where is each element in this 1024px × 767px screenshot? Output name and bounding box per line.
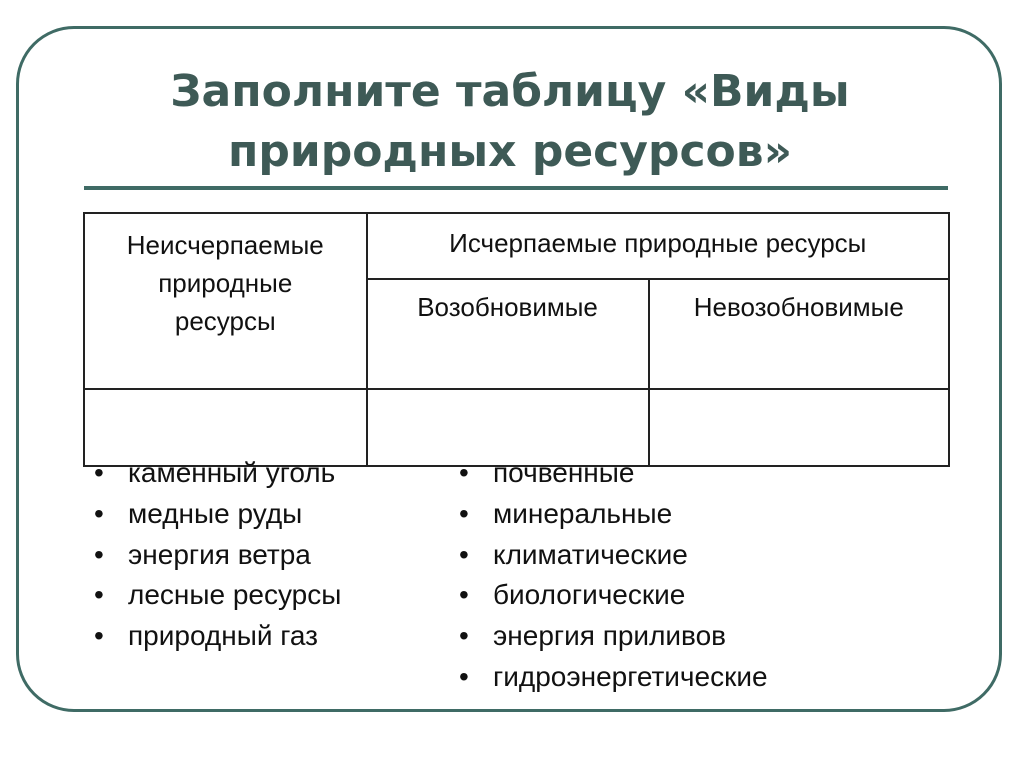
- title-line-2: природных ресурсов»: [227, 126, 793, 177]
- list-item: • энергия приливов: [459, 616, 768, 657]
- header-renewable: Возобновимые: [367, 279, 649, 389]
- resource-list-left: [94, 453, 341, 657]
- list-item: • энергия ветра: [94, 535, 341, 576]
- list-item: • почвенные: [459, 453, 768, 494]
- list-item: • гидроэнергетические: [459, 657, 768, 698]
- header-nonrenewable: Невозобновимые: [649, 279, 949, 389]
- resource-list-right: [459, 453, 768, 698]
- list-item: • природный газ: [94, 616, 341, 657]
- title-underline: [84, 186, 948, 190]
- slide-title: [60, 62, 960, 182]
- list-item: • каменный уголь: [94, 453, 341, 494]
- resources-table: [83, 212, 950, 467]
- list-item: • минеральные: [459, 494, 768, 535]
- header-exhaustible: Исчерпаемые природные ресурсы: [367, 213, 949, 279]
- list-item: • климатические: [459, 535, 768, 576]
- list-item: • лесные ресурсы: [94, 575, 341, 616]
- header-inexhaustible-line-3: ресурсы: [174, 306, 276, 336]
- title-line-1: Заполните таблицу «Виды: [170, 66, 850, 117]
- header-inexhaustible-line-1: Неисчерпаемые: [126, 230, 324, 260]
- list-item: • медные руды: [94, 494, 341, 535]
- header-inexhaustible: [84, 213, 367, 389]
- table-header-row: [84, 213, 949, 279]
- header-inexhaustible-line-2: природные: [158, 268, 293, 298]
- list-item: • биологические: [459, 575, 768, 616]
